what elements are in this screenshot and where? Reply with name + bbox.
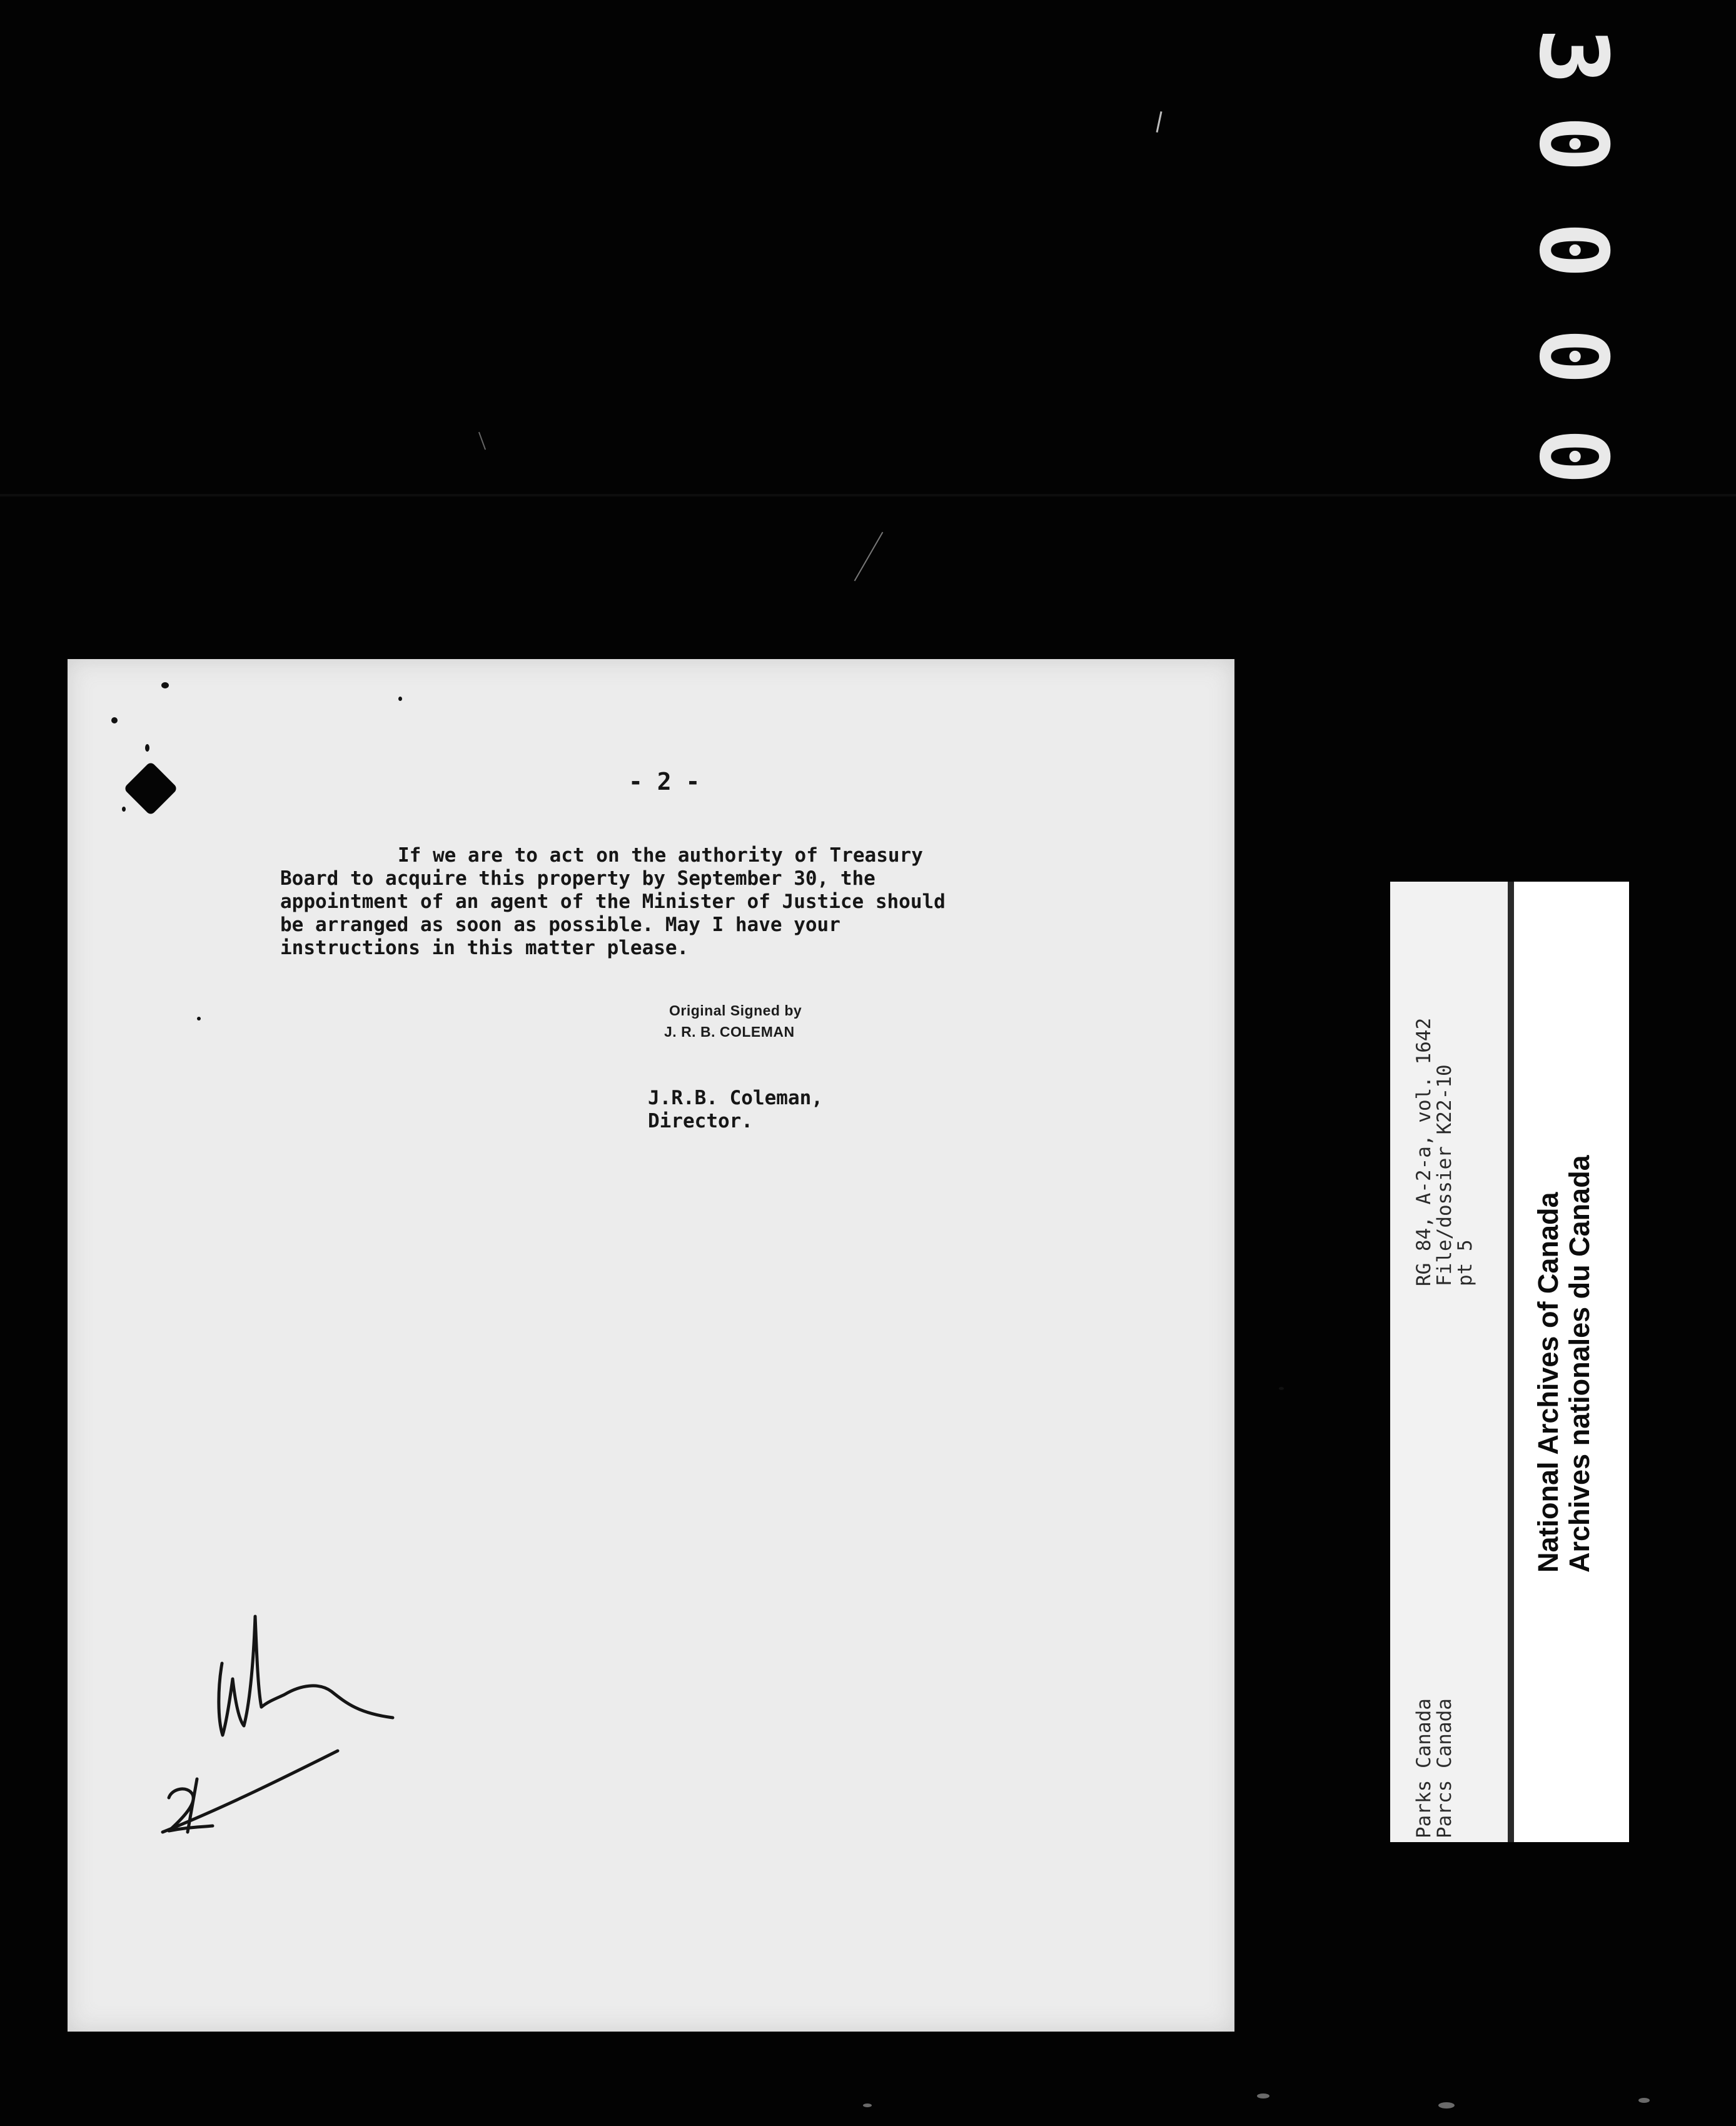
signer-title: Director.	[648, 1110, 753, 1132]
frame-digit: 0	[1518, 115, 1627, 173]
paper-speck	[398, 697, 402, 701]
signed-stamp-line1: Original Signed by	[669, 1002, 802, 1019]
page-number: - 2 -	[628, 768, 700, 795]
body-line-1: If we are to act on the authority of Treasury	[398, 844, 923, 867]
film-dust	[1438, 2102, 1455, 2108]
film-scratch	[478, 432, 486, 450]
label-archive-panel	[1514, 882, 1629, 1842]
agency-name-fr: Parcs Canada	[1433, 1698, 1456, 1838]
body-line-5: instructions in this matter please.	[280, 937, 689, 959]
film-scratch	[1156, 111, 1162, 133]
film-scratch	[854, 532, 884, 582]
paper-speck	[197, 1017, 201, 1020]
handwritten-initials	[144, 1569, 425, 1857]
reference-line-2: File/dossier K22-10	[1433, 1064, 1456, 1286]
frame-digit: 0	[1518, 328, 1627, 385]
reference-text-block	[1414, 1018, 1476, 1286]
body-line-2: Board to acquire this property by September 30, the	[280, 867, 876, 890]
signed-stamp-line2: J. R. B. COLEMAN	[664, 1024, 795, 1040]
film-dust	[863, 2103, 872, 2107]
archive-name-en: National Archives of Canada	[1532, 1192, 1564, 1573]
film-dust	[1257, 2093, 1269, 2098]
agency-text-block	[1414, 1698, 1455, 1838]
paper-speck	[111, 717, 118, 723]
paper-speck	[122, 807, 126, 812]
body-line-4: be arranged as soon as possible. May I have your	[280, 914, 840, 936]
frame-digit: 3	[1518, 28, 1627, 85]
reference-line-3: pt 5	[1454, 1239, 1476, 1286]
archive-name-fr: Archives nationales du Canada	[1563, 1155, 1595, 1573]
film-dust	[1638, 2098, 1650, 2103]
frame-divider	[0, 494, 1736, 496]
signer-name: J.R.B. Coleman,	[648, 1087, 823, 1109]
paper-speck	[1279, 1387, 1284, 1390]
paper-speck	[161, 682, 169, 688]
frame-digit: 0	[1518, 221, 1627, 279]
label-reference-panel	[1390, 882, 1508, 1842]
frame-digit: 0	[1518, 428, 1627, 485]
film-frame-counter	[1518, 0, 1627, 485]
agency-name-en: Parks Canada	[1413, 1698, 1435, 1838]
archive-name-block	[1533, 1155, 1595, 1573]
reference-line-1: RG 84, A-2-a, vol. 1642	[1413, 1017, 1435, 1286]
label-divider	[1508, 882, 1514, 1842]
paper-speck	[145, 744, 149, 752]
body-line-3: appointment of an agent of the Minister of Justice should	[280, 890, 946, 913]
archive-label-card	[1390, 882, 1629, 1842]
